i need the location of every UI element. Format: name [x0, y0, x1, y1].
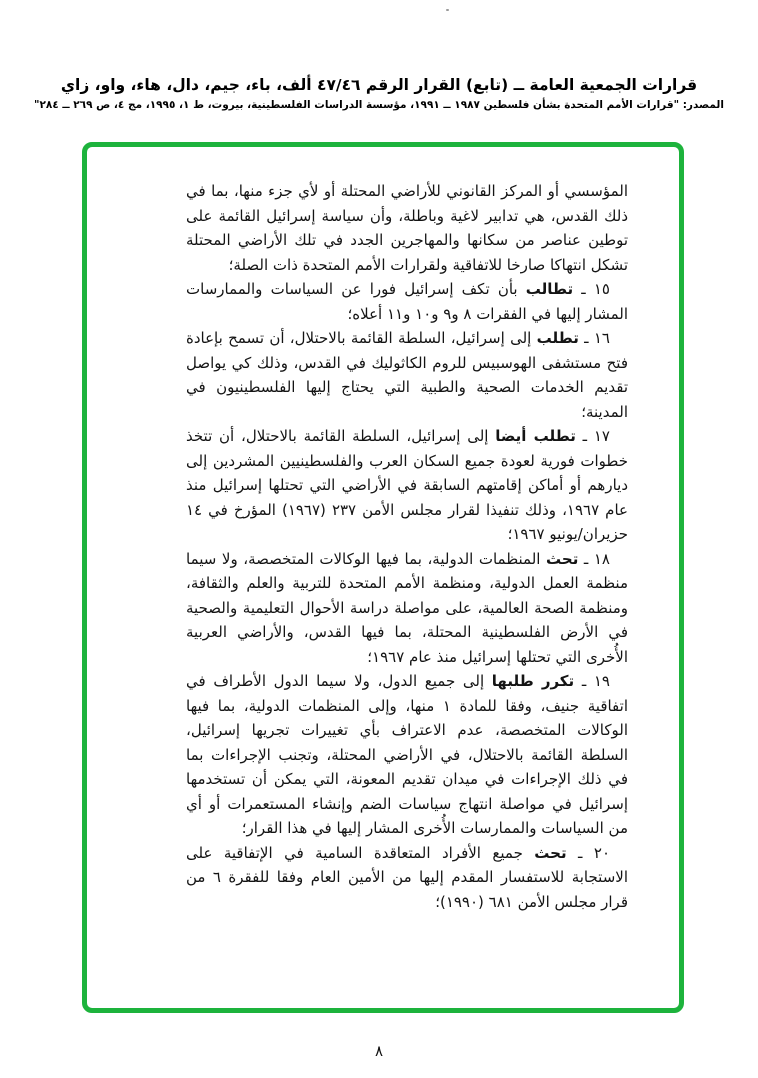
- resolution-paragraph: المؤسسي أو المركز القانوني للأراضي المحتلة أو لأي جزء منها، بما في ذلك القدس، هي تدابير لاغية وباطلة، وأن سياسة إسرائيل القائمة على توطين عناصر من سكانها والمهاجرين الجدد في تلك الأراضي المحتلة تشكل انتهاكا صارخا للاتفاقية ولقرارات الأمم المتحدة ذات الصلة؛: [186, 182, 628, 274]
- page-number: ٨: [374, 1042, 384, 1060]
- paragraph-verb-bold: تطلب: [536, 329, 579, 347]
- resolution-paragraph: ١٦ ـ تطلب إلى إسرائيل، السلطة القائمة بالاحتلال، أن تسمح بإعادة فتح مستشفى الهوسبيس للروم الكاثوليك في القدس، وذلك كي يواصل تقديم الخدمات الصحية والطبية التي يحتاج إليها الفلسطينيون في المدينة؛: [186, 329, 628, 421]
- paragraph-verb-bold: تحث: [546, 549, 579, 568]
- paragraph-verb-bold: تكرر طلبها: [491, 672, 575, 690]
- header-source: المصدر: "قرارات الأمم المتحدة بشأن فلسطين ١٩٨٧ ــ ١٩٩١، مؤسسة الدراسات الفلسطينية، بيروت، ط ١، ١٩٩٥، مج ٤، ص ٢٦٩ ــ ٢٨٤": [34, 99, 724, 111]
- document-header: [0, 74, 758, 113]
- content-border-frame: [82, 142, 684, 1013]
- paragraph-verb-bold: تطالب: [525, 280, 574, 298]
- resolution-paragraph: ١٩ ـ تكرر طلبها إلى جميع الدول، ولا سيما الدول الأطراف في اتفاقية جنيف، وفقا للمادة ١ منها، وإلى المنظمات الدولية، بما فيها الوكالات المتخصصة، عدم الاعتراف بأي تغييرات تجريها إسرائيل، السلطة القائمة بالاحتلال، في الأراضي المحتلة، وتجنب الإجراءات بما في ذلك الإجراءات في ميدان تقديم المعونة، التي يمكن أن تستخدمها إسرائيل في مواصلة انتهاج سياسات الضم وإنشاء المستعمرات أو أي من السياسات والممارسات الأُخرى المشار إليها في هذا القرار؛: [186, 672, 628, 837]
- header-title: قرارات الجمعية العامة ــ (تابع) القرار الرقم ٤٧/٤٦ ألف، باء، جيم، دال، هاء، واو، زاي: [60, 76, 698, 94]
- resolution-paragraph: ١٧ ـ تطلب أيضا إلى إسرائيل، السلطة القائمة بالاحتلال، أن تتخذ خطوات فورية لعودة جميع السكان العرب والفلسطينيين المشردين إلى ديارهم أو أماكن إقامتهم السابقة في الأراضي التي تحتلها إسرائيل منذ عام ١٩٦٧، وذلك تنفيذا لقرار مجلس الأمن ٢٣٧ (١٩٦٧) المؤرخ في ١٤ حزيران/يونيو ١٩٦٧؛: [186, 427, 628, 543]
- resolution-text-block: [186, 179, 628, 914]
- resolution-paragraph: ١٥ ـ تطالب بأن تكف إسرائيل فورا عن السياسات والممارسات المشار إليها في الفقرات ٨ و٩ و١٠ و١١ أعلاه؛: [186, 280, 628, 323]
- scan-artifact-dot: [446, 9, 449, 11]
- resolution-paragraph: ١٨ ـ تحث المنظمات الدولية، بما فيها الوكالات المتخصصة، ولا سيما منظمة العمل الدولية، ومنظمة الأمم المتحدة للتربية والعلم والثقافة، ومنظمة الصحة العالمية، على مواصلة دراسة الأحوال التعليمية والصحية في الأرض الفلسطينية المحتلة، بما فيها القدس، والأراضي العربية الأُخرى التي تحتلها إسرائيل منذ عام ١٩٦٧؛: [186, 549, 628, 666]
- paragraph-verb-bold: تحث: [534, 843, 567, 862]
- paragraph-verb-bold: تطلب أيضا: [495, 427, 576, 445]
- resolution-paragraph: ٢٠ ـ تحث جميع الأفراد المتعاقدة السامية في الإتفاقية على الاستجابة للاستفسار المقدم إليها من الأمين العام وفقا للفقرة ٦ من قرار مجلس الأمن ٦٨١ (١٩٩٠)؛: [186, 843, 628, 911]
